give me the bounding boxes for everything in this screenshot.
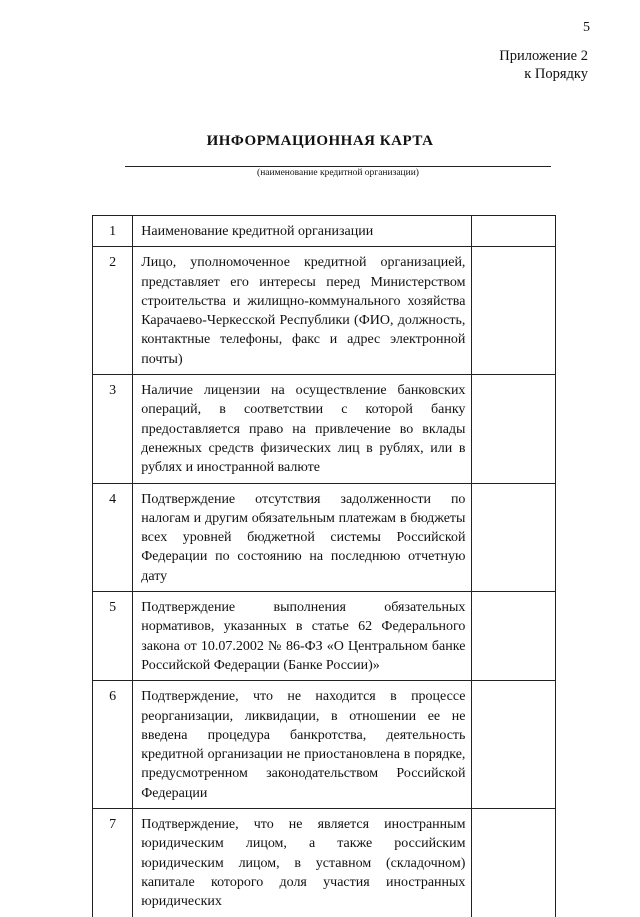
row-description: Наименование кредитной организации <box>133 216 472 247</box>
document-subtitle: (наименование кредитной организации) <box>257 168 419 178</box>
document-title: ИНФОРМАЦИОННАЯ КАРТА <box>206 133 434 149</box>
page-number: 5 <box>583 20 590 35</box>
row-description: Подтверждение выполнения обязательных нормативов, указанных в статье 62 Федерального закона от 10.07.2002 № 86-ФЗ «О Центральном банке Российской Федерации (Банке России)» <box>133 592 472 681</box>
appendix-line-1: Приложение 2 <box>499 48 588 64</box>
row-description: Подтверждение отсутствия задолженности по налогам и другим обязательным платежам в бюджеты всех уровней бюджетной системы Российской Федерации по состоянию на последнюю отчетную дату <box>133 483 472 591</box>
table-row <box>93 681 556 809</box>
row-number: 4 <box>93 483 133 591</box>
row-description: Наличие лицензии на осуществление банковских операций, в соответствии с которой банку предоставляется право на привлечение во вклады денежных средств физических лиц в рублях, или в рублях и иностранной валюте <box>133 375 472 483</box>
row-number: 2 <box>93 247 133 375</box>
row-number: 5 <box>93 592 133 681</box>
table-row <box>93 483 556 591</box>
appendix-reference <box>499 47 588 83</box>
row-value-cell <box>472 483 556 591</box>
row-description: Лицо, уполномоченное кредитной организацией, представляет его интересы перед Министерством строительства и жилищно-коммунального хозяйства Карачаево-Черкесской Республики (ФИО, должность, контактные телефоны, факс и адрес электронной почты) <box>133 247 472 375</box>
table-row <box>93 592 556 681</box>
table-row <box>93 216 556 247</box>
table-row <box>93 247 556 375</box>
row-value-cell <box>472 247 556 375</box>
table-row <box>93 809 556 917</box>
row-number: 3 <box>93 375 133 483</box>
row-description: Подтверждение, что не является иностранным юридическим лицом, а также российским юридическим лицом, в уставном (складочном) капитале которого доля участия иностранных юридических <box>133 809 472 917</box>
information-card-table <box>92 215 556 917</box>
row-number: 6 <box>93 681 133 809</box>
row-value-cell <box>472 809 556 917</box>
row-number: 7 <box>93 809 133 917</box>
appendix-line-2: к Порядку <box>524 66 588 82</box>
row-value-cell <box>472 681 556 809</box>
title-underline <box>125 166 551 167</box>
row-value-cell <box>472 592 556 681</box>
row-description: Подтверждение, что не находится в процессе реорганизации, ликвидации, в отношении ее не введена процедура банкротства, деятельность кредитной организации не приостановлена в порядке, предусмотренном законодательством Российской Федерации <box>133 681 472 809</box>
row-value-cell <box>472 216 556 247</box>
row-value-cell <box>472 375 556 483</box>
table-row <box>93 375 556 483</box>
row-number: 1 <box>93 216 133 247</box>
